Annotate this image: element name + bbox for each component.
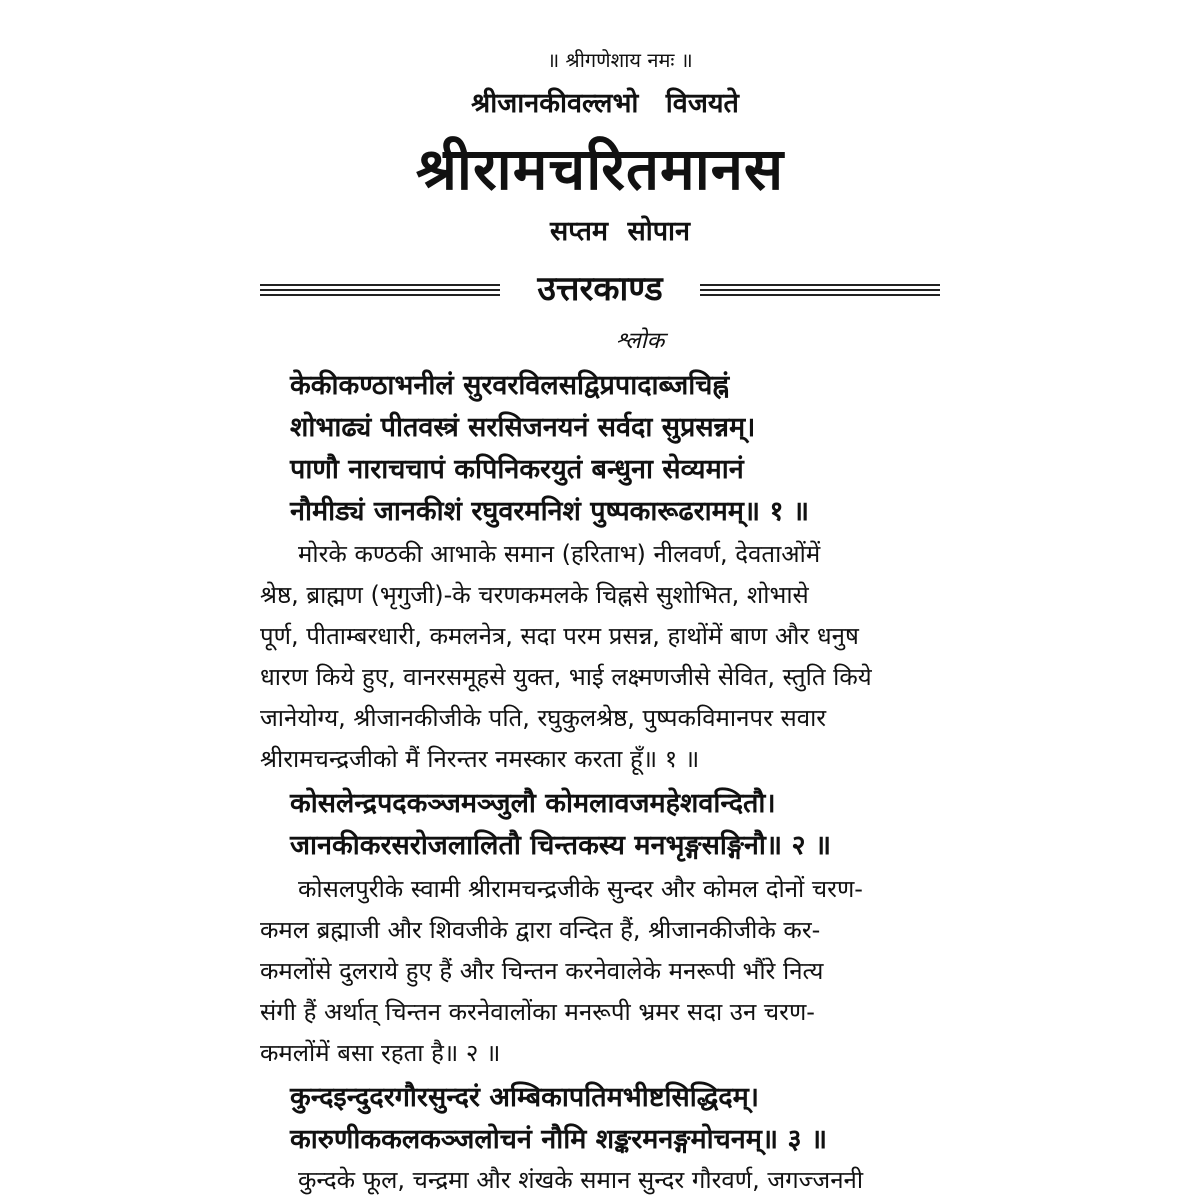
chapter-title: उत्तरकाण्ड [537, 269, 663, 309]
prose-line: जानेयोग्य, श्रीजानकीजीके पति, रघुकुलश्रेष्ठ, पुष्पकविमानपर सवार [260, 704, 827, 732]
prose-line: धारण किये हुए, वानरसमूहसे युक्त, भाई लक्ष्मणजीसे सेवित, स्तुति किये [260, 663, 872, 691]
verse-line: कारुणीककलकञ्जलोचनं नौमि शङ्करमनङ्गमोचनम्॥ ३ ॥ [290, 1124, 828, 1155]
prose-line: श्रीरामचन्द्रजीको मैं निरन्तर नमस्कार करता हूँ॥ १ ॥ [260, 745, 700, 773]
verse-line: जानकीकरसरोजलालितौ चिन्तकस्य मनभृङ्गसङ्गिनौ॥ २ ॥ [290, 830, 832, 861]
left-double-rule [260, 284, 500, 296]
prose-line: कोसलपुरीके स्वामी श्रीरामचन्द्रजीके सुन्दर और कोमल दोनों चरण- [298, 875, 863, 903]
shloka-label: श्लोक [615, 328, 665, 354]
prose-line: कमलोंमें बसा रहता है॥ २ ॥ [260, 1039, 501, 1067]
page-title: श्रीरामचरितमानस [415, 135, 785, 203]
verse-line: नौमीड्यं जानकीशं रघुवरमनिशं पुष्पकारूढरामम्॥ १ ॥ [290, 496, 810, 527]
verse-line: केकीकण्ठाभनीलं सुरवरविलसद्विप्रपादाब्जचिह्नं [290, 370, 730, 401]
prose-line: कमलोंसे दुलराये हुए हैं और चिन्तन करनेवालेके मनरूपी भौंरे नित्य [260, 957, 824, 985]
right-double-rule [700, 284, 940, 296]
prose-line: मोरके कण्ठकी आभाके समान (हरिताभ) नीलवर्ण, देवताओंमें [298, 540, 821, 568]
scripture-page [260, 0, 940, 1200]
victory-line: श्रीजानकीवल्लभो विजयते [471, 88, 739, 119]
prose-line: श्रेष्ठ, ब्राह्मण (भृगुजी)-के चरणकमलके चिह्नसे सुशोभित, शोभासे [260, 581, 809, 609]
verse-line: शोभाढ्यं पीतवस्त्रं सरसिजनयनं सर्वदा सुप्रसन्नम्। [290, 412, 756, 443]
prose-line: पूर्ण, पीताम्बरधारी, कमलनेत्र, सदा परम प्रसन्न, हाथोंमें बाण और धनुष [260, 622, 859, 650]
chapter-heading-row [260, 269, 940, 312]
prose-line: कुन्दके फूल, चन्द्रमा और शंखके समान सुन्दर गौरवर्ण, जगज्जननी [298, 1166, 864, 1194]
step-label: सप्तम सोपान [549, 216, 691, 247]
verse-line: कोसलेन्द्रपदकञ्जमञ्जुलौ कोमलावजमहेशवन्दितौ। [290, 788, 776, 819]
verse-line: पाणौ नाराचचापं कपिनिकरयुतं बन्धुना सेव्यमानं [290, 454, 744, 485]
verse-line: कुन्दइन्दुदरगौरसुन्दरं अम्बिकापतिमभीष्टसिद्धिदम्। [290, 1082, 760, 1113]
prose-line: संगी हैं अर्थात् चिन्तन करनेवालोंका मनरूपी भ्रमर सदा उन चरण- [260, 998, 815, 1026]
prose-line: कमल ब्रह्माजी और शिवजीके द्वारा वन्दित हैं, श्रीजानकीजीके कर- [260, 916, 821, 944]
invocation-line: ॥ श्रीगणेशाय नमः ॥ [547, 48, 693, 72]
